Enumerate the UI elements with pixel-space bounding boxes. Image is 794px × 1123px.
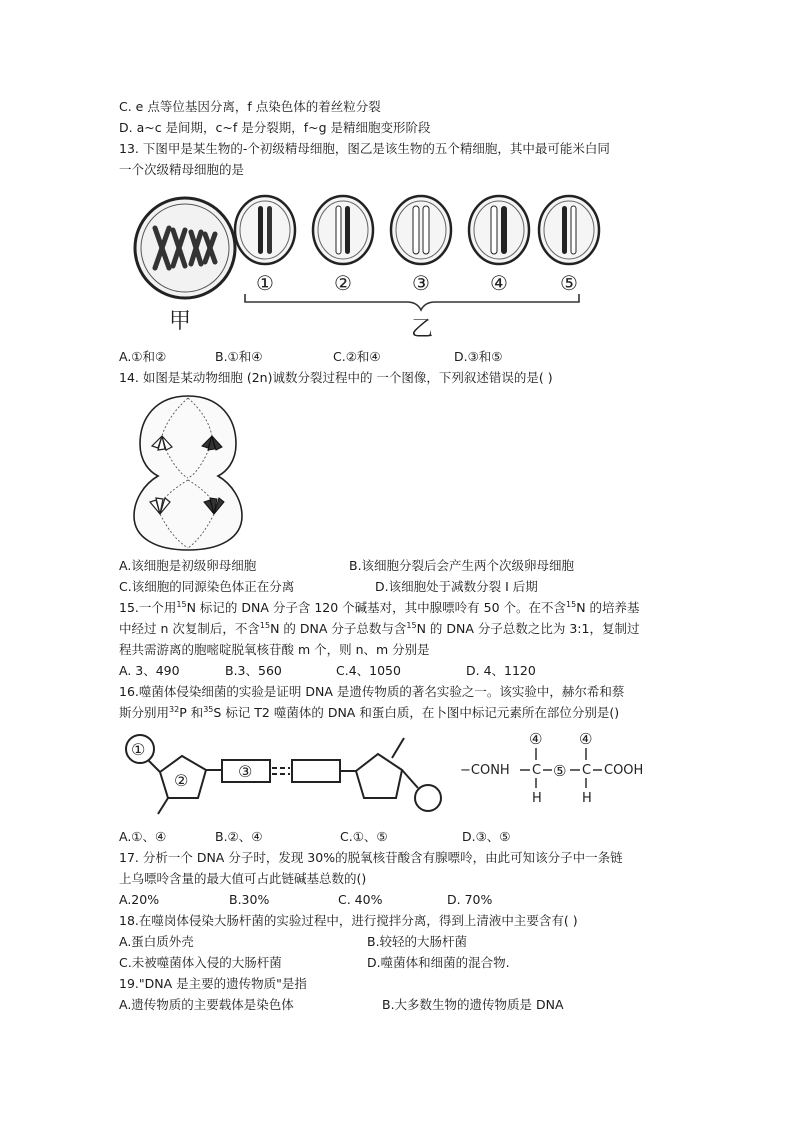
q17-option-a: A.20%	[119, 892, 160, 907]
q15-option-c: C.4、1050	[336, 663, 401, 678]
primary-spermatocyte-cell	[135, 198, 235, 298]
fig16-c-left: C	[532, 763, 542, 778]
q18-option-c: C.未被噬菌体入侵的大肠杆菌	[119, 955, 282, 970]
q17-option-d: D. 70%	[447, 892, 493, 907]
q16-stem-line2: 斯分别用$^{32}$P 和$^{35}$S 标记 T2 噬菌体的 DNA 和蛋白质，在卜图中标记元素所在部位分别是()	[119, 704, 620, 720]
fig16-label-3: ③	[238, 762, 253, 781]
q18-stem: 18.在噬岗体侵染大肠杆菌的实验过程中，进行搅拌分离，得到上清液中主要含有( )	[119, 913, 578, 928]
cell-number-4: ④	[490, 271, 508, 295]
q17-option-c: C. 40%	[338, 892, 383, 907]
q12-option-c: C. e 点等位基因分离，f 点染色体的着丝粒分裂	[119, 99, 381, 114]
q15-option-b: B.3、560	[225, 663, 282, 678]
q13-stem-line2: 一个次级精母细胞的是	[119, 162, 245, 177]
cell-number-3: ③	[412, 271, 430, 295]
q16-stem-line1: 16.噬菌体侵染细菌的实验是证明 DNA 是遗传物质的著名实验之一。该实验中，赫尔希和蔡	[119, 684, 625, 699]
q12-option-d: D. a~c 是间期，c~f 是分裂期，f~g 是精细胞变形阶段	[119, 120, 431, 135]
q17-option-b: B.30%	[229, 892, 270, 907]
q14-option-c: C.该细胞的同源染色体正在分离	[119, 579, 295, 594]
q15-option-a: A. 3、490	[119, 663, 180, 678]
fig16-label-4b: ④	[579, 730, 593, 748]
sperm-cell-3	[391, 196, 451, 264]
peptide-diagram	[460, 730, 643, 806]
q18-option-d: D.噬菌体和细菌的混合物.	[367, 955, 510, 970]
group-brace	[245, 294, 579, 310]
fig16-h-right: H	[582, 791, 592, 806]
fig-label-yi: 乙	[411, 317, 434, 342]
q16-option-c: C.①、⑤	[340, 829, 388, 844]
fig16-conh: −CONH	[460, 763, 510, 778]
q15-option-d: D. 4、1120	[466, 663, 536, 678]
q18-option-b: B.较轻的大肠杆菌	[367, 934, 468, 949]
fig16-h-left: H	[532, 791, 542, 806]
q13-option-a: A.①和②	[119, 349, 167, 364]
q13-option-d: D.③和⑤	[454, 349, 503, 364]
fig16-label-5: ⑤	[553, 762, 567, 780]
sperm-cell-2	[313, 196, 373, 264]
fig16-label-4a: ④	[529, 730, 543, 748]
fig-label-jia: 甲	[169, 309, 192, 334]
cell-number-5: ⑤	[560, 271, 578, 295]
q19-option-b: B.大多数生物的遗传物质是 DNA	[382, 997, 564, 1012]
q17-stem-line1: 17. 分析一个 DNA 分子时，发现 30%的脱氧核苷酸含有腺嘌呤，由此可知该分子中一条链	[119, 850, 623, 865]
fig16-cooh: COOH	[604, 763, 644, 778]
cell-number-2: ②	[334, 271, 352, 295]
q16-option-b: B.②、④	[215, 829, 263, 844]
q15-stem-line2: 中经过 n 次复制后，不含$^{15}$N 的 DNA 分子总数与含$^{15}$N 的 DNA 分子总数之比为 3:1，复制过	[119, 620, 640, 636]
q14-cell-figure	[128, 392, 248, 552]
q15-stem-line1: 15.一个用$^{15}$N 标记的 DNA 分子含 120 个碱基对，其中腺嘌呤有 50 个。在不含$^{15}$N 的培养基	[119, 599, 640, 615]
q13-figure	[125, 190, 585, 340]
q14-option-d: D.该细胞处于减数分裂 I 后期	[375, 579, 538, 594]
q18-option-a: A.蛋白质外壳	[119, 934, 194, 949]
q14-option-a: A.该细胞是初级卵母细胞	[119, 558, 257, 573]
fig16-c-right: C	[582, 763, 592, 778]
q16-option-d: D.③、⑤	[462, 829, 511, 844]
fig16-label-2: ②	[174, 771, 189, 790]
q15-stem-line3: 程共需游离的胞嘧啶脱氧核苷酸 m 个，则 n、m 分别是	[119, 642, 430, 657]
q19-stem: 19."DNA 是主要的遗传物质"是指	[119, 976, 307, 991]
sperm-cell-1	[235, 196, 295, 264]
q14-option-b: B.该细胞分裂后会产生两个次级卵母细胞	[349, 558, 575, 573]
sperm-cell-4	[469, 196, 529, 264]
q13-stem-line1: 13. 下图甲是某生物的-个初级精母细胞，图乙是该生物的五个精细胞，其中最可能米白同	[119, 141, 610, 156]
sperm-cell-5	[539, 196, 599, 264]
q16-figure	[120, 726, 680, 826]
cell-number-1: ①	[256, 271, 274, 295]
q17-stem-line2: 上乌嘌呤含量的最大值可占此链碱基总数的()	[119, 871, 367, 886]
q13-option-b: B.①和④	[215, 349, 263, 364]
q19-option-a: A.遗传物质的主要载体是染色体	[119, 997, 294, 1012]
fig16-label-1: ①	[131, 740, 146, 759]
q16-option-a: A.①、④	[119, 829, 167, 844]
q14-stem: 14. 如图是某动物细胞 (2n)诚数分裂过程中的 一个图像，下列叙述错误的是( )	[119, 370, 553, 385]
q13-option-c: C.②和④	[333, 349, 381, 364]
